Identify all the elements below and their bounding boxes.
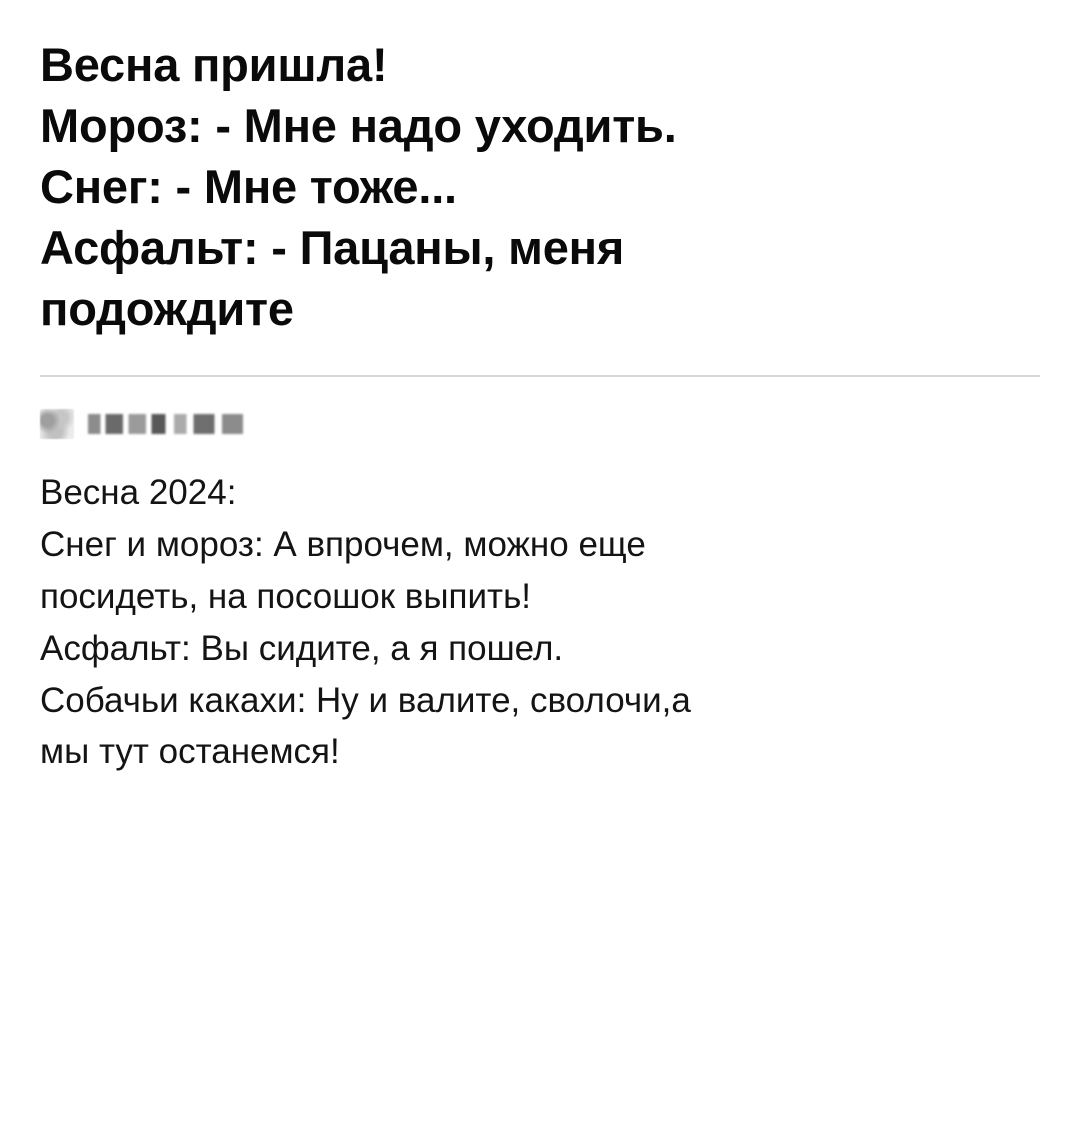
avatar <box>40 409 74 439</box>
headline-line: Мороз: - Мне надо уходить. <box>40 99 677 153</box>
comment-line: Асфальт: Вы сидите, а я пошел. <box>40 628 564 668</box>
post-headline <box>40 34 1000 339</box>
headline-line: Весна пришла! <box>40 38 388 91</box>
comment-line: Снег и мороз: А впрочем, можно еще <box>40 525 646 565</box>
section-divider <box>40 375 1040 377</box>
comment-author-row <box>40 407 1040 441</box>
headline-line: подождите <box>40 282 294 336</box>
comment-line: Собачьи какахи: Ну и валите, сволочи,а <box>40 680 691 720</box>
headline-line: Асфальт: - Пацаны, меня <box>40 221 625 275</box>
author-name-redacted <box>88 414 264 434</box>
headline-line: Снег: - Мне тоже... <box>40 160 457 214</box>
comment-line: мы тут останемся! <box>40 732 340 772</box>
comment-line: посидеть, на посошок выпить! <box>40 577 532 617</box>
comment-body <box>40 467 1040 778</box>
comment-line: Весна 2024: <box>40 473 237 513</box>
